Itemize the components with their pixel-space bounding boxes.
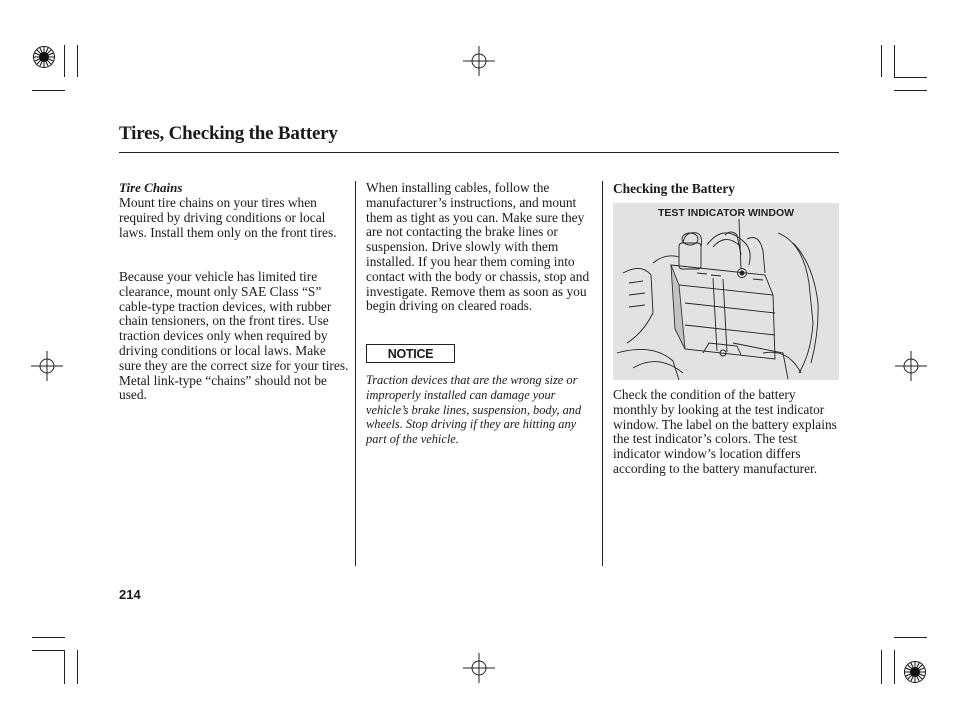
- tire-chains-heading: Tire Chains: [119, 180, 183, 195]
- tire-chains-paragraph-1: Mount tire chains on your tires when required by driving conditions or local laws. Install them only on the front tires.: [119, 195, 337, 240]
- crosshair-left-icon: [31, 351, 63, 381]
- battery-figure: [613, 203, 839, 380]
- checking-battery-heading: Checking the Battery: [613, 181, 735, 196]
- battery-check-paragraph: Check the condition of the battery monthly by looking at the test indicator window. The label on the battery explains the test indicator’s colors. The test indicator window’s location differs according to the battery manufacturer.: [613, 387, 837, 476]
- cable-install-paragraph: When installing cables, follow the manufacturer’s instructions, and mount them as tight as you can. Make sure they are not contacting the brake lines or suspension. Drive slowly with them installed. If you hear them coming into contact with the body or chassis, stop and investigate. Remove them as soon as you begin driving on cleared roads.: [366, 180, 590, 314]
- column-divider-2: [602, 181, 603, 566]
- title-divider: [119, 152, 839, 153]
- page-title: Tires, Checking the Battery: [119, 123, 338, 144]
- tire-chains-paragraph-2: Because your vehicle has limited tire clearance, mount only SAE Class “S” cable-type traction devices, with rubber chain tensioners, on the front tires. Use traction devices only when required by driving conditions or local laws. Make sure they are the correct size for your tires. Metal link-type “chains” should not be used.: [119, 269, 349, 403]
- column-divider-1: [355, 181, 356, 566]
- crosshair-right-icon: [895, 351, 927, 381]
- crosshair-bottom-icon: [463, 653, 495, 683]
- crosshair-top-icon: [463, 46, 495, 76]
- battery-illustration: [613, 203, 839, 380]
- notice-label: NOTICE: [387, 346, 434, 361]
- figure-caption: TEST INDICATOR WINDOW: [657, 207, 795, 219]
- page-number: 214: [119, 587, 141, 602]
- registration-target-bottom-right-icon: [903, 660, 927, 684]
- registration-target-top-left-icon: [32, 45, 56, 69]
- notice-text: Traction devices that are the wrong size or improperly installed can damage your vehicle’s brake lines, suspension, body, and wheels. Stop driving if they are hitting any part of the vehicle.: [366, 373, 582, 447]
- notice-box: [366, 344, 455, 363]
